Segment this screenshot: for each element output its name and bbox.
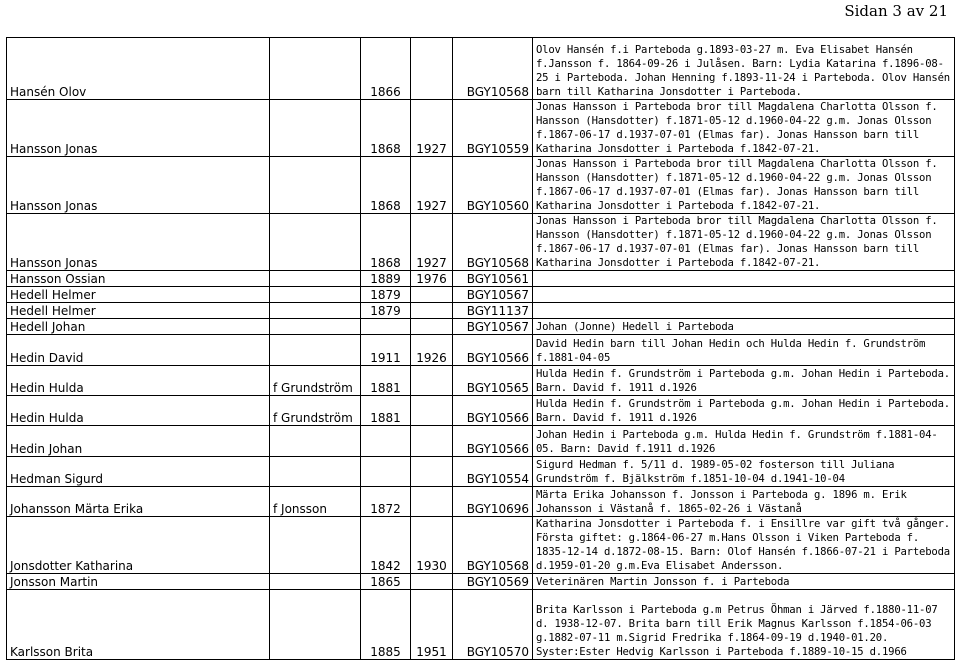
maiden-name: f Grundström [270,396,361,426]
birth-year: 1868 [361,100,411,157]
table-row [7,38,955,100]
person-name: Hedell Johan [7,319,270,335]
table-row [7,487,955,517]
person-name: Hansson Jonas [7,157,270,214]
record-id: BGY10568 [453,38,533,100]
maiden-name [270,271,361,287]
death-year [411,38,453,100]
record-note: Sigurd Hedman f. 5/11 d. 1989-05-02 fosterson till Juliana Grundström f. Bjälkström f.1851-10-04 d.1941-10-04 [533,457,955,487]
birth-year [361,457,411,487]
record-id: BGY10560 [453,157,533,214]
maiden-name [270,214,361,271]
death-year [411,366,453,396]
table-row [7,426,955,457]
record-id: BGY10554 [453,457,533,487]
table-row [7,319,955,335]
birth-year: 1868 [361,157,411,214]
record-note: Hulda Hedin f. Grundström i Parteboda g.m. Johan Hedin i Parteboda. Barn. David f. 1911 d.1926 [533,366,955,396]
person-name: Hansson Jonas [7,100,270,157]
person-name: Hedell Helmer [7,287,270,303]
table-row [7,100,955,157]
record-id: BGY10566 [453,426,533,457]
record-id: BGY10568 [453,517,533,574]
table-row [7,335,955,366]
person-name: Hedin David [7,335,270,366]
maiden-name: f Grundström [270,366,361,396]
death-year [411,396,453,426]
maiden-name [270,457,361,487]
birth-year [361,319,411,335]
record-note: Märta Erika Johansson f. Jonsson i Parteboda g. 1896 m. Erik Johansson i Västanå f. 1865-02-26 i Västanå [533,487,955,517]
person-name: Hedin Hulda [7,396,270,426]
death-year: 1927 [411,100,453,157]
record-id: BGY11137 [453,303,533,319]
person-name: Hansson Ossian [7,271,270,287]
birth-year: 1868 [361,214,411,271]
record-id: BGY10566 [453,396,533,426]
table-row [7,590,955,660]
record-id: BGY10565 [453,366,533,396]
person-name: Hedin Hulda [7,366,270,396]
maiden-name [270,157,361,214]
record-note: Johan (Jonne) Hedell i Parteboda [533,319,955,335]
record-note: Olov Hansén f.i Parteboda g.1893-03-27 m. Eva Elisabet Hansén f.Jansson f. 1864-09-26 i Julåsen. Barn: Lydia Katarina f.1896-08-25 i Parteboda. Johan Henning f.1893-11-24 i Parteboda. Olov Hansén barn till Katharina Jonsdotter i Parteboda. [533,38,955,100]
death-year: 1976 [411,271,453,287]
maiden-name [270,574,361,590]
birth-year: 1879 [361,287,411,303]
death-year [411,487,453,517]
birth-year: 1879 [361,303,411,319]
record-note: David Hedin barn till Johan Hedin och Hulda Hedin f. Grundström f.1881-04-05 [533,335,955,366]
person-name: Hansén Olov [7,38,270,100]
birth-year: 1842 [361,517,411,574]
person-name: Karlsson Brita [7,590,270,660]
person-name: Hedell Helmer [7,303,270,319]
record-id: BGY10567 [453,287,533,303]
table-row [7,157,955,214]
record-id: BGY10569 [453,574,533,590]
table-row [7,396,955,426]
maiden-name [270,335,361,366]
record-id: BGY10561 [453,271,533,287]
maiden-name: f Jonsson [270,487,361,517]
death-year: 1926 [411,335,453,366]
record-note [533,271,955,287]
maiden-name [270,38,361,100]
record-id: BGY10566 [453,335,533,366]
person-name: Johansson Märta Erika [7,487,270,517]
birth-year: 1889 [361,271,411,287]
birth-year: 1885 [361,590,411,660]
table-row [7,517,955,574]
person-name: Jonsson Martin [7,574,270,590]
maiden-name [270,303,361,319]
death-year [411,574,453,590]
death-year: 1930 [411,517,453,574]
person-name: Hedman Sigurd [7,457,270,487]
maiden-name [270,517,361,574]
record-note [533,287,955,303]
person-name: Hansson Jonas [7,214,270,271]
death-year: 1951 [411,590,453,660]
birth-year: 1866 [361,38,411,100]
birth-year: 1872 [361,487,411,517]
record-note: Johan Hedin i Parteboda g.m. Hulda Hedin f. Grundström f.1881-04-05. Barn: David f.1911 d.1926 [533,426,955,457]
table-row [7,214,955,271]
table-row [7,574,955,590]
maiden-name [270,100,361,157]
record-id: BGY10570 [453,590,533,660]
record-note: Jonas Hansson i Parteboda bror till Magdalena Charlotta Olsson f. Hansson (Hansdotter) f.1871-05-12 d.1960-04-22 g.m. Jonas Olsson f.1867-06-17 d.1937-07-01 (Elmas far). Jonas Hansson barn till Katharina Jonsdotter i Parteboda f.1842-07-21. [533,100,955,157]
page-number: Sidan 3 av 21 [844,2,948,20]
record-note: Katharina Jonsdotter i Parteboda f. i Ensillre var gift två gånger. Första giftet: g.1864-06-27 m.Hans Olsson i Viken Parteboda f. 1835-12-14 d.1872-08-15. Barn: Olof Hansén f.1866-07-21 i Parteboda d.1959-01-20 g.m.Eva Elisabet Andersson. [533,517,955,574]
death-year [411,426,453,457]
death-year [411,287,453,303]
person-name: Jonsdotter Katharina [7,517,270,574]
record-id: BGY10568 [453,214,533,271]
maiden-name [270,319,361,335]
record-note: Brita Karlsson i Parteboda g.m Petrus Öhman i Järved f.1880-11-07 d. 1938-12-07. Brita barn till Erik Magnus Karlsson f.1854-06-03 g.1882-07-11 m.Sigrid Fredrika f.1864-09-19 d.1940-01.20. Syster:Ester Hedvig Karlsson i Parteboda f.1889-10-15 d.1966 [533,590,955,660]
table-row [7,366,955,396]
birth-year: 1881 [361,366,411,396]
birth-year: 1911 [361,335,411,366]
death-year [411,319,453,335]
person-name: Hedin Johan [7,426,270,457]
record-note [533,303,955,319]
birth-year: 1865 [361,574,411,590]
maiden-name [270,287,361,303]
register-table [6,37,955,660]
record-id: BGY10696 [453,487,533,517]
birth-year: 1881 [361,396,411,426]
death-year: 1927 [411,214,453,271]
maiden-name [270,426,361,457]
record-note: Hulda Hedin f. Grundström i Parteboda g.m. Johan Hedin i Parteboda. Barn. David f. 1911 d.1926 [533,396,955,426]
table-row [7,271,955,287]
record-note: Veterinären Martin Jonsson f. i Parteboda [533,574,955,590]
table-row [7,457,955,487]
death-year: 1927 [411,157,453,214]
record-id: BGY10567 [453,319,533,335]
maiden-name [270,590,361,660]
record-note: Jonas Hansson i Parteboda bror till Magdalena Charlotta Olsson f. Hansson (Hansdotter) f.1871-05-12 d.1960-04-22 g.m. Jonas Olsson f.1867-06-17 d.1937-07-01 (Elmas far). Jonas Hansson barn till Katharina Jonsdotter i Parteboda f.1842-07-21. [533,157,955,214]
record-id: BGY10559 [453,100,533,157]
table-row [7,303,955,319]
death-year [411,457,453,487]
birth-year [361,426,411,457]
death-year [411,303,453,319]
record-note: Jonas Hansson i Parteboda bror till Magdalena Charlotta Olsson f. Hansson (Hansdotter) f.1871-05-12 d.1960-04-22 g.m. Jonas Olsson f.1867-06-17 d.1937-07-01 (Elmas far). Jonas Hansson barn till Katharina Jonsdotter i Parteboda f.1842-07-21. [533,214,955,271]
table-row [7,287,955,303]
